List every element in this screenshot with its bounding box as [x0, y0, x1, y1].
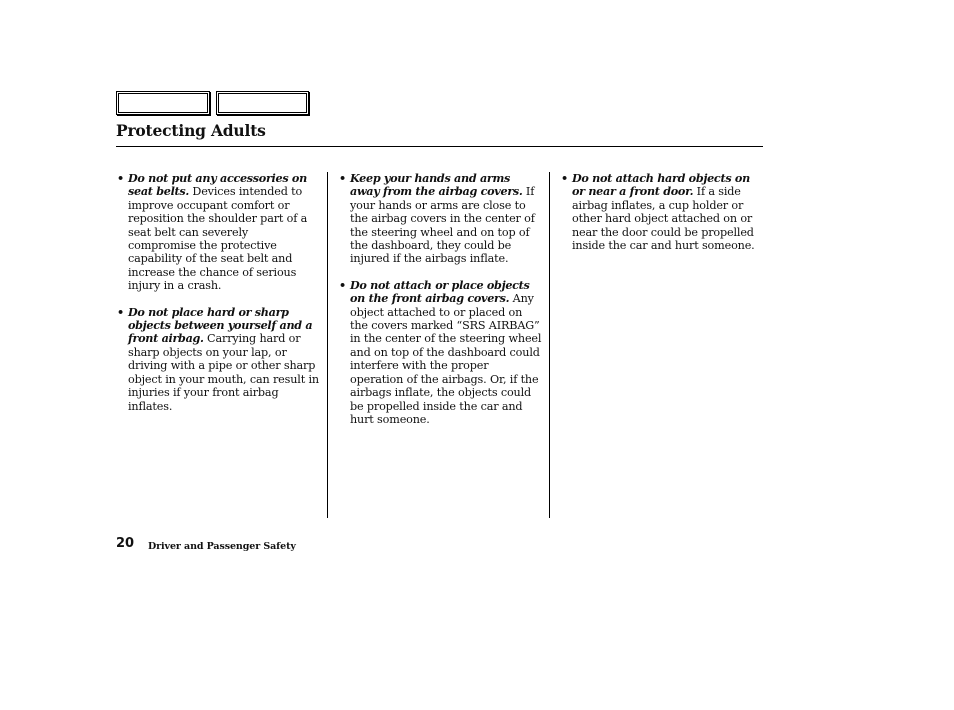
- bullet-text: Devices intended to improve occupant comfort or reposition the shoulder part of a seat belt can severely compromise the protective capability of the seat belt and increase the chance of serious injury in a crash.: [128, 185, 308, 293]
- bullet-lead: Do not place hard or sharp objects between yourself and a front airbag.: [128, 304, 313, 346]
- bullet-mark: •: [561, 171, 569, 185]
- column-divider: [549, 172, 550, 518]
- bullet-text: If a side airbag inflates, a cup holder or other hard object attached on or near the door could be propelled inside the car and hurt someone.: [572, 185, 755, 253]
- bullet-lead: Do not put any accessories on seat belts.: [128, 171, 307, 199]
- page-number: 20: [116, 536, 135, 551]
- bullet-item: [117, 306, 319, 413]
- bullet-item: [339, 172, 542, 266]
- bullet-lead: Do not attach hard objects on or near a front door.: [572, 171, 750, 199]
- bullet-item: [561, 172, 763, 252]
- nav-tab-box-1[interactable]: [116, 91, 210, 115]
- bullet-text: If your hands or arms are close to the airbag covers in the center of the steering wheel and on top of the dashboard, they could be injured if the airbags inflate.: [350, 185, 535, 266]
- column-divider: [327, 172, 328, 518]
- title-rule: [116, 146, 763, 147]
- section-footer-label: Driver and Passenger Safety: [148, 541, 296, 552]
- bullet-lead: Do not attach or place objects on the front airbag covers.: [350, 277, 530, 306]
- text-column-3: [561, 172, 763, 265]
- nav-tab-box-2[interactable]: [216, 91, 309, 115]
- bullet-text: Any object attached to or placed on the covers marked “SRS AIRBAG” in the center of the steering wheel and on top of the dashboard could interfere with the proper operation of the airbags. Or, if the airbags inflate, the objects could be propelled inside the car and hurt someone.: [350, 292, 542, 426]
- text-column-1: [117, 172, 319, 426]
- bullet-text: Carrying hard or sharp objects on your lap, or driving with a pipe or other sharp object in your mouth, can result in injuries if your front airbag inflates.: [128, 332, 319, 413]
- bullet-mark: •: [117, 304, 125, 319]
- bullet-mark: •: [339, 171, 347, 185]
- bullet-mark: •: [117, 171, 125, 185]
- bullet-lead: Keep your hands and arms away from the airbag covers.: [350, 171, 523, 199]
- bullet-item: [117, 172, 319, 293]
- page-title: Protecting Adults: [116, 121, 266, 140]
- bullet-item: [339, 279, 542, 426]
- bullet-mark: •: [339, 277, 347, 292]
- text-column-2: [339, 172, 542, 439]
